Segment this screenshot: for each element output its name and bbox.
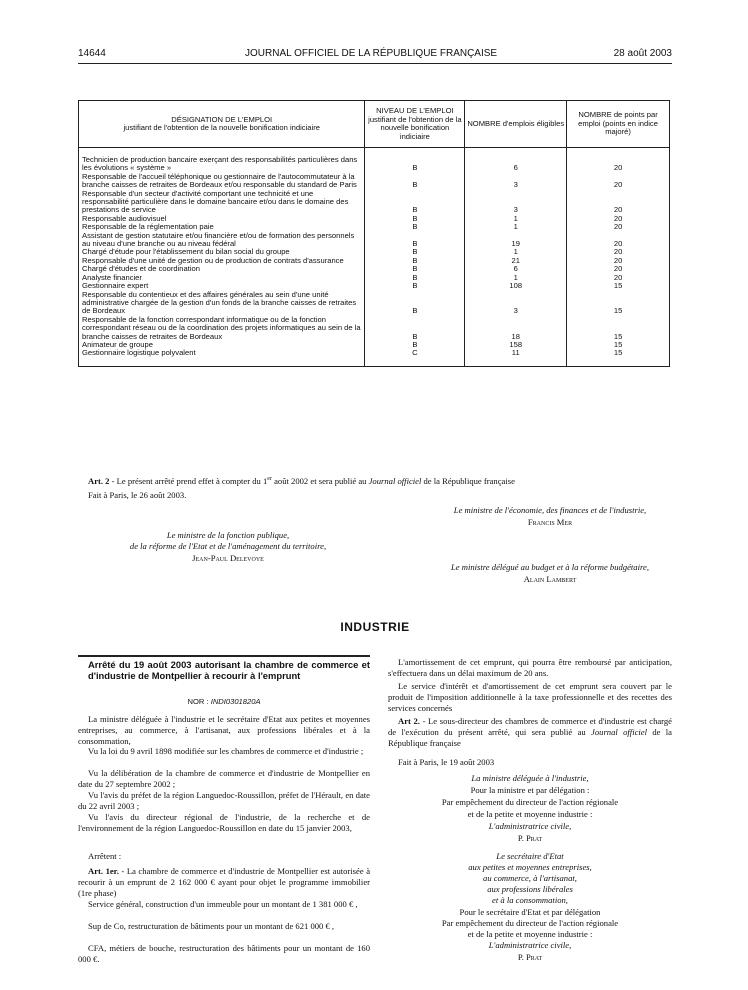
right-para-1: L'amortissement de cet emprunt, qui pourra être remboursé par anticipation, s'effectuera dans un délai maximum de 20 ans. <box>388 657 672 678</box>
cell-count: 6 <box>465 265 567 273</box>
decree-top-rule <box>78 655 370 657</box>
sig2-title-3: au commerce, à l'artisanat, <box>483 873 577 883</box>
cell-points: 20 <box>567 223 670 231</box>
sig2-title-5: et à la consommation, <box>492 895 568 905</box>
fait-paris-1: Fait à Paris, le 26 août 2003. <box>88 490 187 500</box>
cell-count: 1 <box>465 248 567 256</box>
cell-points: 20 <box>567 156 670 173</box>
signature-budget-title: Le ministre délégué au budget et à la réforme budgétaire, <box>451 562 649 572</box>
cell-designation: Responsable audiovisuel <box>79 215 365 223</box>
cell-level: B <box>365 265 465 273</box>
fait-paris-2: Fait à Paris, le 19 août 2003 <box>398 757 495 767</box>
cell-count: 158 <box>465 341 567 349</box>
cell-level: B <box>365 274 465 282</box>
cell-level: B <box>365 316 465 341</box>
sig2-role: L'administratrice civile, <box>488 940 572 950</box>
cell-count: 1 <box>465 274 567 282</box>
cell-level: C <box>365 349 465 357</box>
sig1-line3: et de la petite et moyenne industrie : <box>467 809 593 819</box>
sig2-line1: Pour le secrétaire d'Etat et par délégation <box>459 907 601 917</box>
sig1-line2: Par empêchement du directeur de l'action régionale <box>441 797 619 807</box>
sig1-title: La ministre déléguée à l'industrie, <box>471 773 589 783</box>
journal-title: JOURNAL OFFICIEL DE LA RÉPUBLIQUE FRANÇAISE <box>245 48 498 59</box>
table-row <box>79 316 670 341</box>
sig1-name: P. Prat <box>517 833 543 843</box>
page-number: 14644 <box>78 48 106 59</box>
signature-fp-line2: de la réforme de l'Etat et de l'aménagement du territoire, <box>129 541 327 551</box>
cell-count: 3 <box>465 291 567 316</box>
sig2-line3: et de la petite et moyenne industrie : <box>467 929 593 939</box>
cell-designation: Responsable de la fonction correspondant informatique ou de la fonction correspondant réseau ou de la coordination des projets informatiques au sein de la branche caisses de retraites de Bordeaux <box>79 316 365 341</box>
cell-designation: Responsable de l'accueil téléphonique ou gestionnaire de l'autocommutateur à la branche caisses de retraites de Bordeaux et/ou responsable du standard de Paris <box>79 173 365 190</box>
signature-economie-name: Francis Mer <box>527 517 573 527</box>
cell-count: 11 <box>465 349 567 357</box>
sig2-title-4: aux professions libérales <box>487 884 573 894</box>
table-row <box>79 156 670 173</box>
item-1: Service général, construction d'un immeuble pour un montant de 1 381 000 € , <box>88 899 358 909</box>
cell-designation: Chargé d'études et de coordination <box>79 265 365 273</box>
decree-article-1: Art. 1er. - La chambre de commerce et d'industrie de Montpellier est autorisée à recourir à un emprunt de 2 162 000 € ayant pour objet le programme immobilier (1re phase) <box>78 866 371 898</box>
cell-level: B <box>365 190 465 215</box>
sig2-title-2: aux petites et moyennes entreprises, <box>468 862 592 872</box>
cell-count: 18 <box>465 316 567 341</box>
sig2-title-1: Le secrétaire d'Etat <box>496 851 564 861</box>
vu-3: Vu l'avis du préfet de la région Languedoc-Roussillon, préfet de l'Hérault, en date du 22 avril 2003 ; <box>78 790 370 811</box>
sig2-name: P. Prat <box>517 952 543 962</box>
cell-designation: Chargé d'étude pour l'établissement du bilan social du groupe <box>79 248 365 256</box>
vu-2: Vu la délibération de la chambre de commerce et d'industrie de Montpellier en date du 27 septembre 2002 ; <box>78 768 370 789</box>
cell-count: 1 <box>465 223 567 231</box>
cell-count: 108 <box>465 282 567 290</box>
column-header-points: NOMBRE de points par emploi (points en indice majoré) <box>567 101 670 148</box>
right-para-2: Le service d'intérêt et d'amortissement de cet emprunt sera couvert par le produit de l'imposition additionnelle à la taxe professionnelle et des recettes des services concernés <box>388 681 672 713</box>
cell-points: 20 <box>567 248 670 256</box>
table-row <box>79 265 670 273</box>
item-2: Sup de Co, restructuration de bâtiments pour un montant de 621 000 € , <box>88 921 335 931</box>
header-date: 28 août 2003 <box>613 48 672 59</box>
vu-4: Vu l'avis du directeur régional de l'industrie, de la recherche et de l'environnement de la région Languedoc-Roussillon en date du 15 janvier 2003, <box>78 812 370 833</box>
column-header-level: NIVEAU DE L'EMPLOI justifiant de l'obtention de la nouvelle bonification indiciaire <box>365 101 465 148</box>
arretent: Arrêtent : <box>88 851 122 861</box>
cell-points: 15 <box>567 341 670 349</box>
cell-level: B <box>365 248 465 256</box>
header-rule <box>78 63 672 64</box>
cell-level: B <box>365 257 465 265</box>
signature-fp-line1: Le ministre de la fonction publique, <box>166 530 290 540</box>
item-3: CFA, métiers de bouche, restructuration des bâtiments pour un montant de 160 000 €. <box>78 943 370 964</box>
vu-1: Vu la loi du 9 avril 1898 modifiée sur les chambres de commerce et d'industrie ; <box>88 746 364 756</box>
sig1-line1: Pour la ministre et par délégation : <box>470 785 590 795</box>
cell-points: 20 <box>567 265 670 273</box>
cell-points: 15 <box>567 316 670 341</box>
decree-article-2: Art 2. - Le sous-directeur des chambres de commerce et d'industrie est chargé de l'exécution du présent arrêté, qui sera publié au Journal officiel de la République française <box>388 716 672 748</box>
sig1-role: L'administratrice civile, <box>488 821 572 831</box>
cell-count: 3 <box>465 173 567 190</box>
cell-level: B <box>365 215 465 223</box>
decree-nor: NOR : INDI0301820A <box>187 697 261 706</box>
cell-designation: Technicien de production bancaire exerçant des responsabilités particulières dans les évolutions « système » <box>79 156 365 173</box>
decree-title: Arrêté du 19 août 2003 autorisant la chambre de commerce et d'industrie de Montpellier à recourir à l'emprunt <box>88 659 370 681</box>
sig2-line2: Par empêchement du directeur de l'action régionale <box>441 918 619 928</box>
cell-points: 15 <box>567 291 670 316</box>
cell-designation: Analyste financier <box>79 274 365 282</box>
column-header-count: NOMBRE d'emplois éligibles <box>465 101 567 148</box>
cell-level: B <box>365 341 465 349</box>
cell-points: 20 <box>567 232 670 249</box>
cell-designation: Responsable de la réglementation paie <box>79 223 365 231</box>
cell-points: 15 <box>567 349 670 357</box>
cell-designation: Assistant de gestion statutaire et/ou financière et/ou de formation des personnels au niveau d'une branche ou au niveau fédéral <box>79 232 365 249</box>
cell-points: 20 <box>567 190 670 215</box>
column-header-designation: DÉSIGNATION DE L'EMPLOI justifiant de l'obtention de la nouvelle bonification indiciaire <box>79 101 365 148</box>
cell-level: B <box>365 232 465 249</box>
cell-count: 21 <box>465 257 567 265</box>
cell-designation: Responsable d'un secteur d'activité comportant une technicité et une responsabilité particulière dans le domaine bancaire et/ou dans le domaine des prestations de service <box>79 190 365 215</box>
cell-level: B <box>365 156 465 173</box>
signature-fp-name: Jean-Paul Delevoye <box>192 553 264 563</box>
cell-designation: Gestionnaire logistique polyvalent <box>79 349 365 357</box>
cell-level: B <box>365 282 465 290</box>
table-row <box>79 173 670 190</box>
table-row <box>79 349 670 357</box>
article-2: Art. 2 - Le présent arrêté prend effet à compter du 1er août 2002 et sera publié au Journal officiel de la République française <box>88 475 515 486</box>
cell-points: 20 <box>567 173 670 190</box>
cell-count: 3 <box>465 190 567 215</box>
table-row <box>79 232 670 249</box>
cell-designation: Animateur de groupe <box>79 341 365 349</box>
table-row <box>79 274 670 282</box>
cell-points: 20 <box>567 257 670 265</box>
decree-intro: La ministre déléguée à l'industrie et le secrétaire d'Etat aux petites et moyennes entreprises, au commerce, à l'artisanat, aux professions libérales et à la consommation, <box>78 714 370 746</box>
cell-count: 6 <box>465 156 567 173</box>
cell-points: 15 <box>567 282 670 290</box>
cell-designation: Gestionnaire expert <box>79 282 365 290</box>
table-row <box>79 291 670 316</box>
section-title: INDUSTRIE <box>340 620 410 634</box>
table-header-row <box>79 101 670 148</box>
cell-points: 20 <box>567 215 670 223</box>
cell-level: B <box>365 291 465 316</box>
signature-budget-name: Alain Lambert <box>523 574 577 584</box>
cell-level: B <box>365 173 465 190</box>
cell-level: B <box>365 223 465 231</box>
cell-count: 19 <box>465 232 567 249</box>
cell-count: 1 <box>465 215 567 223</box>
signature-economie-title: Le ministre de l'économie, des finances et de l'industrie, <box>453 505 647 515</box>
cell-designation: Responsable du contentieux et des affaires générales au sein d'une unité administrative chargée de la gestion d'un fonds de la branche caisses de retraites de Bordeaux <box>79 291 365 316</box>
cell-points: 20 <box>567 274 670 282</box>
table-row <box>79 190 670 215</box>
employment-table <box>78 100 670 367</box>
cell-designation: Responsable d'une unité de gestion ou de production de contrats d'assurance <box>79 257 365 265</box>
